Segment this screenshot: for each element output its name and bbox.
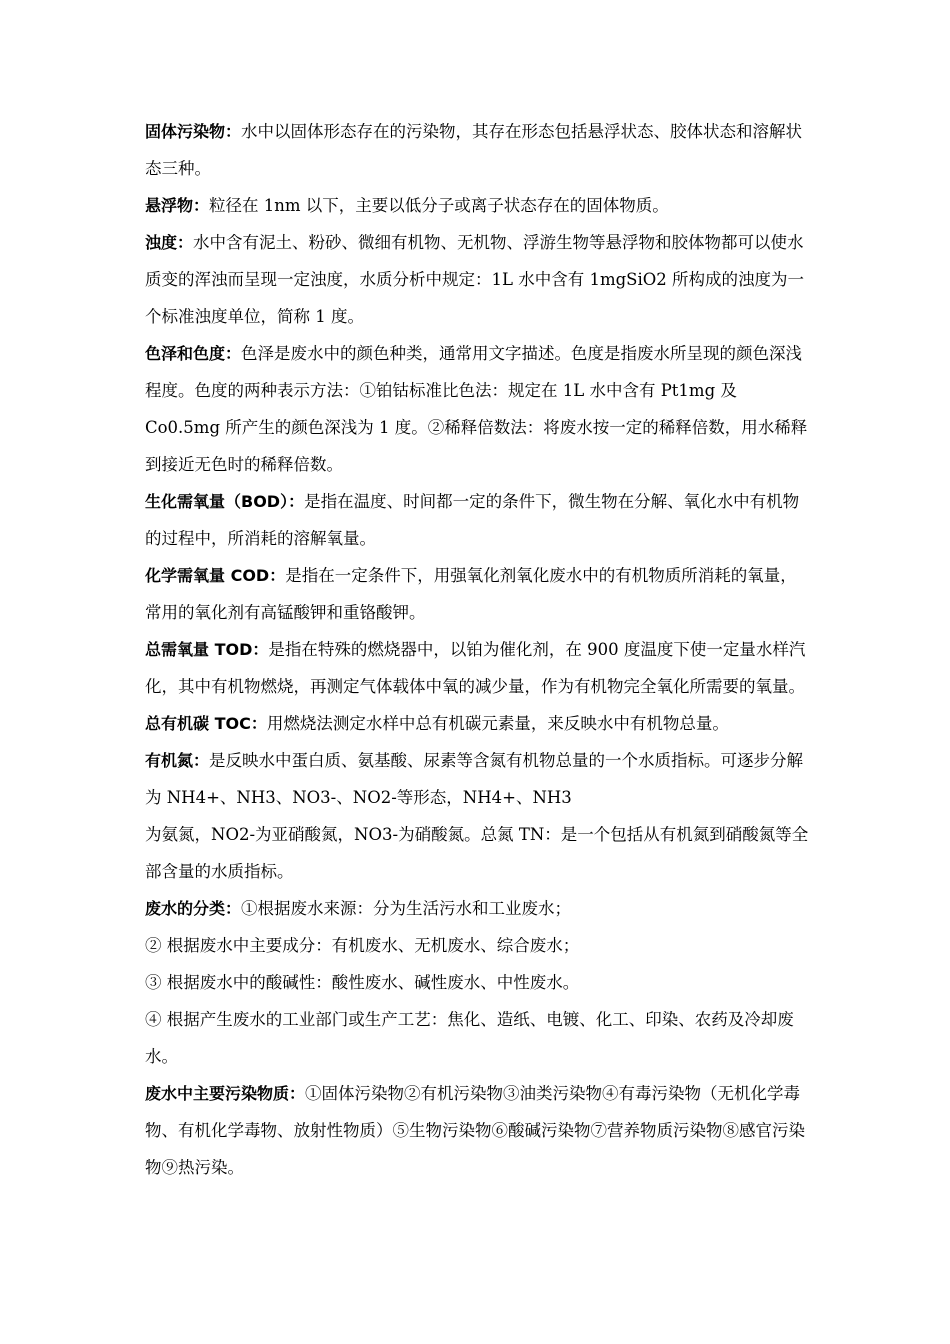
paragraph-text: 水中含有泥土、粉砂、微细有机物、无机物、浮游生物等悬浮物和胶体物都可以使水质变的浑浊而呈现一定浊度，水质分析中规定：1L 水中含有 1mgSiO2 所构成的浊度为一个标准浊度单位，简称 1 度。 xyxy=(145,233,805,326)
paragraph-organic-nitrogen xyxy=(145,742,813,816)
term-label: 悬浮物： xyxy=(145,196,210,215)
paragraph-text: 是反映水中蛋白质、氨基酸、尿素等含氮有机物总量的一个水质指标。可逐步分解为 NH4+、NH3、NO3-、NO2-等形态，NH4+、NH3 xyxy=(145,751,804,807)
paragraph-text: 为氨氮，NO2-为亚硝酸氮，NO3-为硝酸氮。总氮 TN：是一个包括从有机氮到硝酸氮等全部含量的水质指标。 xyxy=(145,825,809,881)
paragraph-classification-3 xyxy=(145,964,813,1001)
term-label: 总有机碳 TOC： xyxy=(145,714,267,733)
paragraph-wastewater-classification xyxy=(145,890,813,927)
paragraph-cod xyxy=(145,557,813,631)
paragraph-bod xyxy=(145,483,813,557)
paragraph-text: 是指在特殊的燃烧器中，以铂为催化剂，在 900 度温度下使一定量水样汽化，其中有机物燃烧，再测定气体载体中氧的减少量，作为有机物完全氧化所需要的氧量。 xyxy=(145,640,806,696)
term-label: 固体污染物： xyxy=(145,122,242,141)
paragraph-ammonia-nitrogen xyxy=(145,816,813,890)
paragraph-text: 粒径在 1nm 以下，主要以低分子或离子状态存在的固体物质。 xyxy=(209,196,669,215)
paragraph-toc xyxy=(145,705,813,742)
paragraph-turbidity xyxy=(145,224,813,335)
paragraph-color xyxy=(145,335,813,483)
paragraph-text: 水中以固体形态存在的污染物，其存在形态包括悬浮状态、胶体状态和溶解状态三种。 xyxy=(145,122,803,178)
paragraph-main-pollutants xyxy=(145,1075,813,1186)
paragraph-suspended-matter xyxy=(145,187,813,224)
term-label: 浊度： xyxy=(145,233,194,252)
paragraph-text: ①固体污染物②有机污染物③油类污染物④有毒污染物（无机化学毒物、有机化学毒物、放射性物质）⑤生物污染物⑥酸碱污染物⑦营养物质污染物⑧感官污染物⑨热污染。 xyxy=(145,1084,805,1177)
term-label: 废水的分类： xyxy=(145,899,242,918)
term-label: 化学需氧量 COD： xyxy=(145,566,286,585)
paragraph-text: 用燃烧法测定水样中总有机碳元素量，来反映水中有机物总量。 xyxy=(266,714,729,733)
paragraph-text: ①根据废水来源：分为生活污水和工业废水； xyxy=(241,899,572,918)
paragraph-text: ③ 根据废水中的酸碱性：酸性废水、碱性废水、中性废水。 xyxy=(145,973,580,992)
paragraph-text: 是指在温度、时间都一定的条件下，微生物在分解、氧化水中有机物的过程中，所消耗的溶解氧量。 xyxy=(145,492,800,548)
term-label: 生化需氧量（BOD）： xyxy=(145,492,305,511)
paragraph-classification-2 xyxy=(145,927,813,964)
paragraph-text: 是指在一定条件下，用强氧化剂氧化废水中的有机物质所消耗的氧量，常用的氧化剂有高锰酸钾和重铬酸钾。 xyxy=(145,566,797,622)
term-label: 废水中主要污染物质： xyxy=(145,1084,306,1103)
term-label: 有机氮： xyxy=(145,751,210,770)
paragraph-tod xyxy=(145,631,813,705)
paragraph-text: 色泽是废水中的颜色种类，通常用文字描述。色度是指废水所呈现的颜色深浅程度。色度的两种表示方法：①铂钴标准比色法：规定在 1L 水中含有 Pt1mg 及 Co0.5mg 所产生的颜色深浅为 1 度。②稀释倍数法：将废水按一定的稀释倍数，用水稀释到接近无色时的稀释倍数。 xyxy=(145,344,808,474)
paragraph-classification-4 xyxy=(145,1001,813,1075)
document-body xyxy=(145,113,813,1186)
paragraph-text: ④ 根据产生废水的工业部门或生产工艺：焦化、造纸、电镀、化工、印染、农药及冷却废水。 xyxy=(145,1010,794,1066)
term-label: 色泽和色度： xyxy=(145,344,242,363)
paragraph-text: ② 根据废水中主要成分：有机废水、无机废水、综合废水； xyxy=(145,936,580,955)
paragraph-solid-pollutants xyxy=(145,113,813,187)
term-label: 总需氧量 TOD： xyxy=(145,640,269,659)
